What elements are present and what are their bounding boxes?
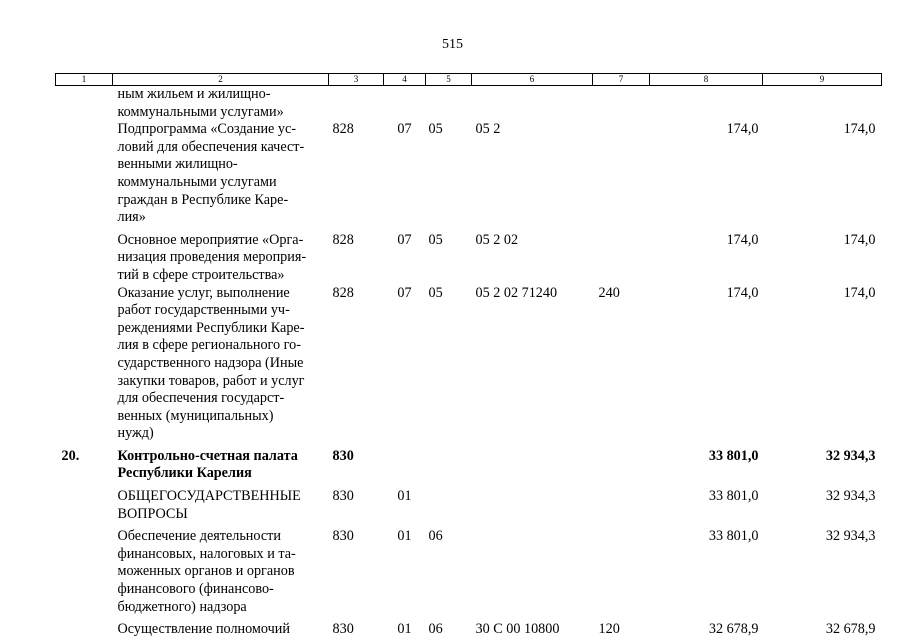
row-name: Оказание услуг, выполнение работ государственными уч- реждениями Республики Каре- лия в сфере регионального го- сударственного надзора (Иные закупки товаров, работ и услуг для обеспечения государст- венных (муниципальных) нужд) bbox=[117, 284, 305, 442]
target-article bbox=[472, 483, 593, 523]
section-code: 01 bbox=[397, 528, 412, 545]
admin-code: 830 bbox=[332, 528, 354, 545]
section-code: 07 bbox=[397, 231, 412, 248]
section-code: 01 bbox=[397, 488, 412, 505]
row-number bbox=[56, 285, 113, 443]
subsection-code: 05 bbox=[428, 121, 443, 138]
target-article: 05 2 02 bbox=[475, 231, 519, 248]
section-code bbox=[384, 86, 426, 122]
column-number: 8 bbox=[650, 74, 763, 86]
table-row bbox=[56, 616, 882, 639]
amount-col-9: 174,0 bbox=[843, 284, 876, 301]
amount-col-8: 174,0 bbox=[726, 284, 759, 301]
expense-type: 240 bbox=[598, 284, 620, 301]
row-number bbox=[56, 121, 113, 227]
row-number bbox=[56, 483, 113, 523]
expense-type bbox=[593, 227, 650, 285]
column-number: 4 bbox=[384, 74, 426, 86]
row-number bbox=[56, 227, 113, 285]
amount-col-8: 33 801,0 bbox=[708, 447, 759, 464]
target-article bbox=[472, 523, 593, 616]
table-row bbox=[56, 86, 882, 122]
amount-col-9: 174,0 bbox=[843, 121, 876, 138]
row-name: Контрольно-счетная палата Республики Карелия bbox=[117, 447, 298, 482]
target-article bbox=[472, 443, 593, 483]
admin-code: 830 bbox=[332, 488, 354, 505]
amount-col-8: 174,0 bbox=[726, 121, 759, 138]
amount-col-8: 33 801,0 bbox=[708, 528, 759, 545]
column-number: 6 bbox=[472, 74, 593, 86]
row-name: Осуществление полномочий bbox=[117, 621, 290, 638]
amount-col-8: 32 678,9 bbox=[708, 621, 759, 638]
subsection-code: 05 bbox=[428, 231, 443, 248]
admin-code: 828 bbox=[332, 121, 354, 138]
row-name: Основное мероприятие «Орга- низация проведения мероприя- тий в сфере строительства» bbox=[117, 231, 307, 283]
row-number bbox=[56, 86, 113, 122]
column-number: 2 bbox=[113, 74, 329, 86]
subsection-code: 06 bbox=[428, 528, 443, 545]
amount-col-9: 32 934,3 bbox=[825, 528, 876, 545]
subsection-code bbox=[426, 483, 472, 523]
amount-col-9 bbox=[763, 86, 882, 122]
row-name: Подпрограмма «Создание ус- ловий для обеспечения качест- венными жилищно- коммунальными услугами граждан в Республике Каре- лия» bbox=[117, 121, 305, 226]
row-name: ОБЩЕГОСУДАРСТВЕННЫЕ ВОПРОСЫ bbox=[117, 488, 301, 522]
column-number: 9 bbox=[763, 74, 882, 86]
subsection-code: 05 bbox=[428, 284, 443, 301]
expense-type bbox=[593, 483, 650, 523]
column-number: 7 bbox=[593, 74, 650, 86]
row-name: ным жильем и жилищно- коммунальными услугами» bbox=[117, 86, 284, 120]
admin-code bbox=[329, 86, 384, 122]
table-row bbox=[56, 523, 882, 616]
amount-col-9: 174,0 bbox=[843, 231, 876, 248]
section-code: 07 bbox=[397, 284, 412, 301]
row-number bbox=[56, 616, 113, 639]
column-number: 3 bbox=[329, 74, 384, 86]
target-article: 30 С 00 10800 bbox=[475, 621, 560, 638]
expense-type: 120 bbox=[598, 621, 620, 638]
expense-type bbox=[593, 443, 650, 483]
table-row bbox=[56, 483, 882, 523]
section-code bbox=[384, 443, 426, 483]
admin-code: 830 bbox=[332, 447, 354, 464]
page-number: 515 bbox=[442, 37, 463, 52]
table-row bbox=[56, 227, 882, 285]
section-code: 01 bbox=[397, 621, 412, 638]
expense-type bbox=[593, 523, 650, 616]
section-code: 07 bbox=[397, 121, 412, 138]
admin-code: 828 bbox=[332, 284, 354, 301]
amount-col-9: 32 934,3 bbox=[825, 447, 876, 464]
amount-col-9: 32 678,9 bbox=[825, 621, 876, 638]
row-name: Обеспечение деятельности финансовых, налоговых и та- моженных органов и органов финансового (финансово- бюджетного) надзора bbox=[117, 528, 296, 615]
table-row bbox=[56, 121, 882, 227]
amount-col-8 bbox=[650, 86, 763, 122]
amount-col-8: 33 801,0 bbox=[708, 488, 759, 505]
column-number: 1 bbox=[56, 74, 113, 86]
table-row bbox=[56, 285, 882, 443]
amount-col-9: 32 934,3 bbox=[825, 488, 876, 505]
table-row bbox=[56, 443, 882, 483]
subsection-code bbox=[426, 443, 472, 483]
subsection-code bbox=[426, 86, 472, 122]
target-article bbox=[472, 86, 593, 122]
admin-code: 828 bbox=[332, 231, 354, 248]
target-article: 05 2 bbox=[475, 121, 501, 138]
expense-type bbox=[593, 86, 650, 122]
column-number: 5 bbox=[426, 74, 472, 86]
column-number-header bbox=[56, 74, 882, 86]
row-number: 20. bbox=[61, 447, 80, 464]
target-article: 05 2 02 71240 bbox=[475, 284, 558, 301]
expense-type bbox=[593, 121, 650, 227]
row-number bbox=[56, 523, 113, 616]
admin-code: 830 bbox=[332, 621, 354, 638]
amount-col-8: 174,0 bbox=[726, 231, 759, 248]
subsection-code: 06 bbox=[428, 621, 443, 638]
budget-table bbox=[55, 73, 882, 639]
